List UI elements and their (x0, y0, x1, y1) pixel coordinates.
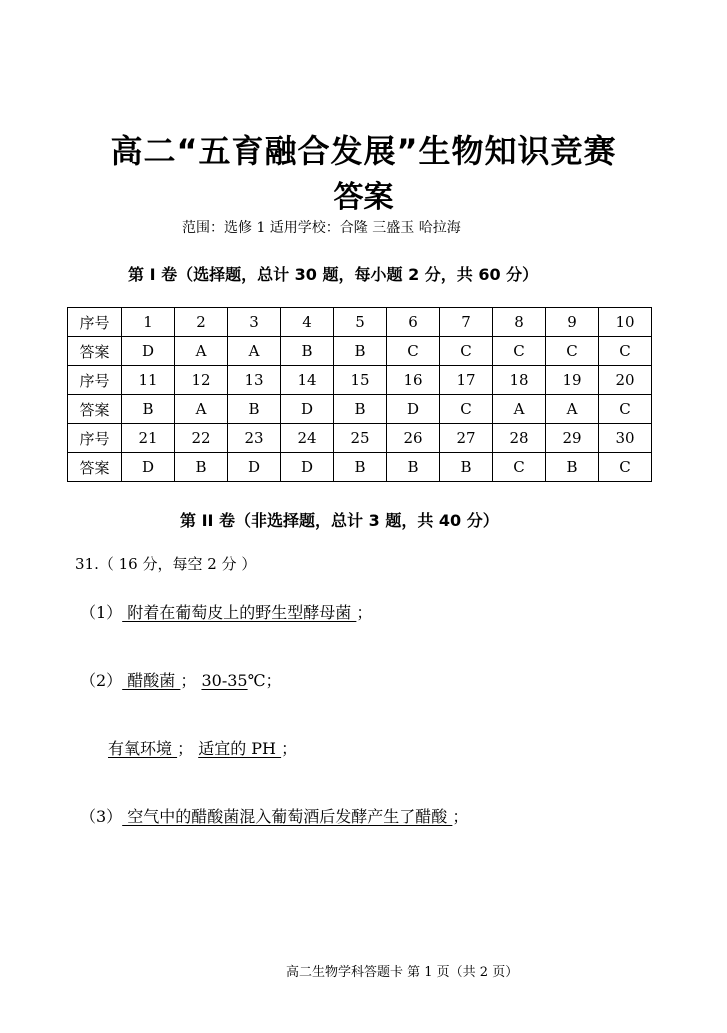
table-cell-number: 14 (281, 366, 334, 395)
table-cell-answer: A (175, 395, 228, 424)
table-cell-answer: C (440, 395, 493, 424)
table-cell-answer: B (334, 337, 387, 366)
section2-title: 第 II 卷（非选择题，总计 3 题，共 40 分） (180, 511, 499, 530)
table-cell-answer: D (387, 395, 440, 424)
table-row-label: 答案 (68, 395, 122, 424)
table-cell-answer: B (387, 453, 440, 482)
table-cell-answer: D (122, 337, 175, 366)
q31-part3 (80, 804, 468, 827)
table-cell-answer: D (122, 453, 175, 482)
table-cell-number: 4 (281, 308, 334, 337)
table-cell-number: 15 (334, 366, 387, 395)
table-cell-answer: B (546, 453, 599, 482)
table-cell-number: 9 (546, 308, 599, 337)
table-cell-answer: B (281, 337, 334, 366)
page-title: 高二“五育融合发展”生物知识竞赛 (110, 132, 617, 170)
table-cell-number: 22 (175, 424, 228, 453)
table-cell-number: 12 (175, 366, 228, 395)
table-cell-number: 7 (440, 308, 493, 337)
q31-part2-line2 (108, 736, 297, 759)
table-cell-number: 18 (493, 366, 546, 395)
table-cell-number: 1 (122, 308, 175, 337)
question-31-header: 31.（ 16 分，每空 2 分 ） (75, 555, 257, 573)
table-cell-answer: B (228, 395, 281, 424)
table-cell-number: 6 (387, 308, 440, 337)
table-answer-row (68, 395, 652, 424)
table-cell-answer: B (175, 453, 228, 482)
table-cell-answer: B (334, 395, 387, 424)
section1-title: 第 I 卷（选择题，总计 30 题，每小题 2 分，共 60 分） (128, 265, 539, 284)
answer-table (67, 307, 652, 482)
table-cell-answer: A (493, 395, 546, 424)
table-cell-answer: C (599, 337, 652, 366)
table-row-label: 序号 (68, 424, 122, 453)
page-subtitle: 答案 (333, 180, 394, 215)
scope-line: 范围：选修 1 适用学校：合隆 三盛玉 哈拉海 (182, 220, 461, 236)
table-row-label: 答案 (68, 453, 122, 482)
table-cell-number: 17 (440, 366, 493, 395)
table-cell-answer: A (175, 337, 228, 366)
q31-part1-label: （1） (80, 603, 123, 622)
q31-part2-answer-a: 醋酸菌 (122, 671, 181, 690)
table-answer-row (68, 337, 652, 366)
q31-part1-tail: ； (356, 603, 373, 622)
table-cell-number: 25 (334, 424, 387, 453)
q31-part2-sep: ； (180, 671, 202, 690)
q31-part1-answer: 附着在葡萄皮上的野生型酵母菌 (122, 603, 357, 622)
table-cell-number: 26 (387, 424, 440, 453)
q31-part1 (80, 600, 372, 623)
table-cell-answer: C (599, 395, 652, 424)
q31-part2-answer-b: 30-35 (201, 671, 248, 690)
table-cell-answer: D (281, 395, 334, 424)
table-cell-answer: D (228, 453, 281, 482)
table-cell-number: 24 (281, 424, 334, 453)
q31-part2-sep2: ； (177, 739, 199, 758)
table-cell-answer: C (493, 337, 546, 366)
table-cell-number: 21 (122, 424, 175, 453)
table-row-label: 序号 (68, 308, 122, 337)
table-cell-number: 2 (175, 308, 228, 337)
table-cell-number: 11 (122, 366, 175, 395)
table-cell-answer: A (228, 337, 281, 366)
q31-part2-answer-d: 适宜的 PH (198, 739, 282, 758)
q31-part2-tail2: ； (281, 739, 298, 758)
q31-part3-tail: ； (452, 807, 469, 826)
table-cell-number: 29 (546, 424, 599, 453)
table-cell-answer: B (334, 453, 387, 482)
table-answer-row (68, 453, 652, 482)
table-row-label: 序号 (68, 366, 122, 395)
table-cell-answer: C (599, 453, 652, 482)
table-cell-number: 28 (493, 424, 546, 453)
table-number-row (68, 366, 652, 395)
table-cell-answer: C (546, 337, 599, 366)
q31-part2-tail: ℃； (247, 671, 282, 690)
table-cell-answer: D (281, 453, 334, 482)
q31-part2-label: （2） (80, 671, 123, 690)
table-cell-number: 16 (387, 366, 440, 395)
table-number-row (68, 424, 652, 453)
table-cell-number: 20 (599, 366, 652, 395)
table-cell-number: 5 (334, 308, 387, 337)
q31-part2 (80, 668, 282, 691)
q31-part3-label: （3） (80, 807, 123, 826)
table-cell-answer: C (493, 453, 546, 482)
table-cell-number: 8 (493, 308, 546, 337)
table-cell-answer: B (122, 395, 175, 424)
table-cell-number: 13 (228, 366, 281, 395)
table-cell-answer: A (546, 395, 599, 424)
table-number-row (68, 308, 652, 337)
table-row-label: 答案 (68, 337, 122, 366)
table-cell-number: 30 (599, 424, 652, 453)
page-footer: 高二生物学科答题卡 第 1 页（共 2 页） (286, 965, 519, 980)
table-cell-number: 3 (228, 308, 281, 337)
q31-part2-answer-c: 有氧环境 (108, 739, 178, 758)
table-cell-number: 10 (599, 308, 652, 337)
table-cell-answer: C (440, 337, 493, 366)
table-cell-number: 27 (440, 424, 493, 453)
table-cell-number: 23 (228, 424, 281, 453)
table-cell-answer: C (387, 337, 440, 366)
table-cell-answer: B (440, 453, 493, 482)
q31-part3-answer: 空气中的醋酸菌混入葡萄酒后发酵产生了醋酸 (122, 807, 453, 826)
table-cell-number: 19 (546, 366, 599, 395)
